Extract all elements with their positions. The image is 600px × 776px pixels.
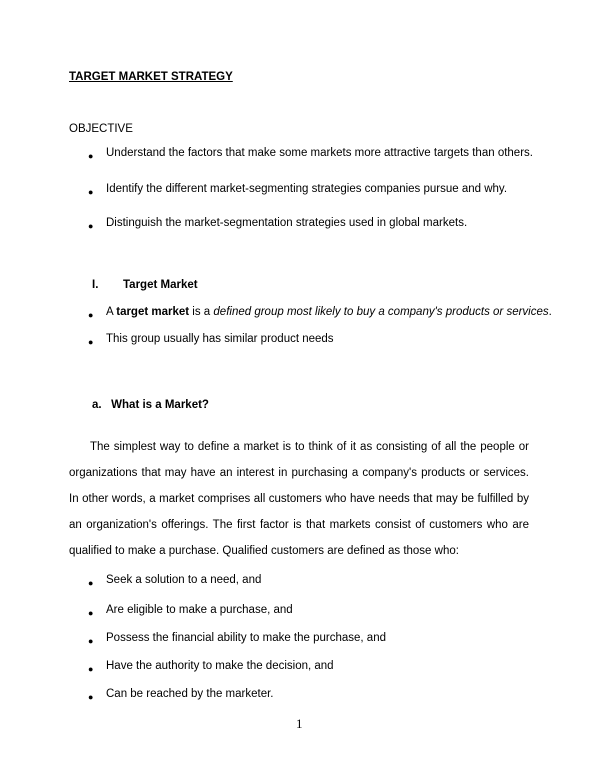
subsection-heading: a. What is a Market? bbox=[92, 399, 209, 411]
body-paragraph: The simplest way to define a market is to think of it as consisting of all the people or organizations that may have an interest in purchasing a company's products or services. In other words, a market comprises all customers who have needs that may be fulfilled by an organization's offerings. The first factor is that markets consist of customers who are qualified to make a purchase. Qualified customers are defined as those who: bbox=[69, 441, 529, 557]
qualifier-item: Possess the financial ability to make the purchase, and bbox=[106, 632, 386, 644]
objective-item: Distinguish the market-segmentation strategies used in global markets. bbox=[106, 217, 468, 229]
bullet-icon: ● bbox=[88, 337, 94, 347]
bullet-icon: ● bbox=[88, 310, 94, 320]
bullet-icon: ● bbox=[88, 221, 94, 231]
document-title: TARGET MARKET STRATEGY bbox=[69, 71, 233, 83]
bullet-icon: ● bbox=[88, 578, 94, 588]
bullet-icon: ● bbox=[88, 692, 94, 702]
bullet-icon: ● bbox=[88, 608, 94, 618]
qualifier-item: Are eligible to make a purchase, and bbox=[106, 604, 293, 616]
section-item-definition: A target market is a defined group most likely to buy a company's products or services. bbox=[106, 306, 552, 318]
section-number: I. bbox=[92, 279, 99, 291]
objective-item: Identify the different market-segmenting strategies companies pursue and why. bbox=[106, 183, 508, 195]
objective-item: Understand the factors that make some markets more attractive targets than others. bbox=[106, 147, 533, 159]
qualifier-item: Have the authority to make the decision, and bbox=[106, 660, 334, 672]
objective-heading: OBJECTIVE bbox=[69, 123, 133, 135]
bullet-icon: ● bbox=[88, 187, 94, 197]
bullet-icon: ● bbox=[88, 636, 94, 646]
qualifier-item: Seek a solution to a need, and bbox=[106, 574, 262, 586]
page-number: 1 bbox=[296, 716, 303, 731]
section-item: This group usually has similar product needs bbox=[106, 333, 334, 345]
section-title: Target Market bbox=[123, 279, 198, 291]
bullet-icon: ● bbox=[88, 664, 94, 674]
bullet-icon: ● bbox=[88, 151, 94, 161]
qualifier-item: Can be reached by the marketer. bbox=[106, 688, 274, 700]
